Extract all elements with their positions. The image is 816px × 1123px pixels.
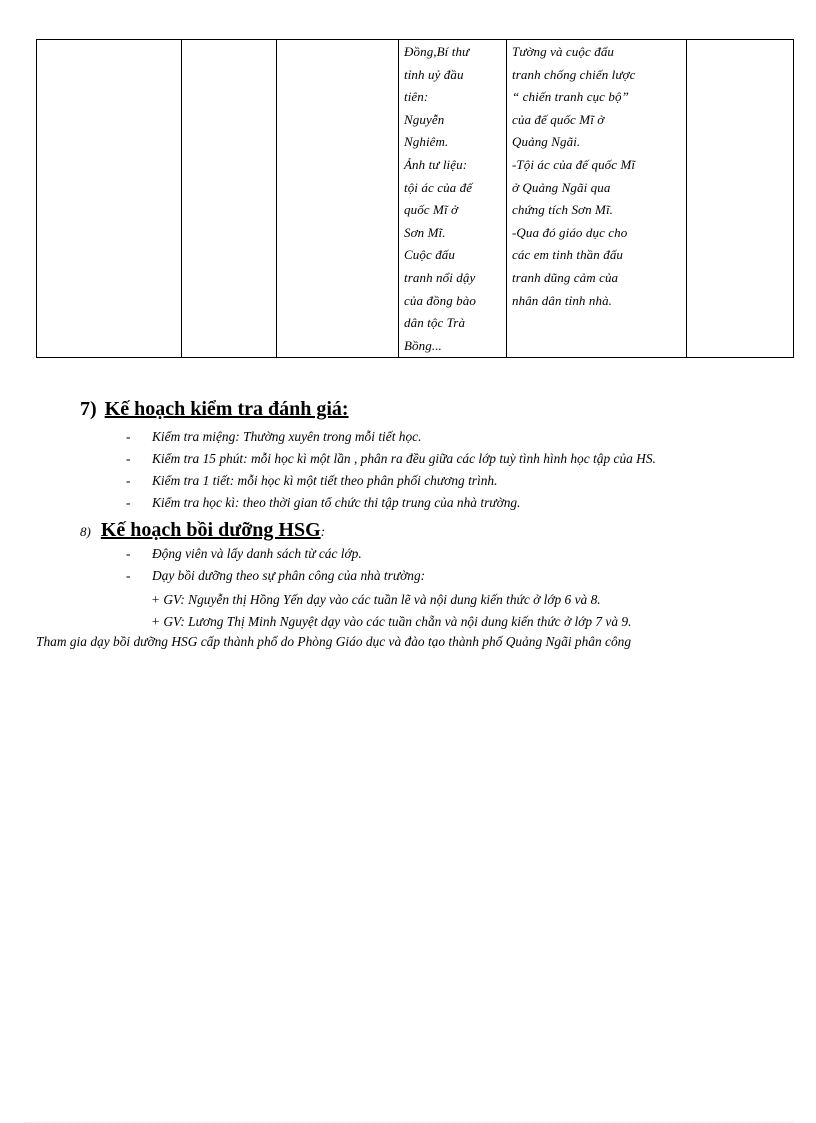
section7-title: Kế hoạch kiểm tra đánh giá: xyxy=(104,398,349,420)
list-item: - Kiểm tra 1 tiết: mỗi học kì một tiết theo phân phối chương trình. xyxy=(126,473,498,488)
content-text: Tường và cuộc đấu tranh chống chiến lược “ chiến tranh cục bộ” của đế quốc Mĩ ở Quảng Ngãi. -Tội ác của đế quốc Mĩ ở Quảng Ngãi qua chứng tích Sơn Mĩ. -Qua đó giáo dục cho các em tinh thần đấu tranh dũng cảm của nhân dân tỉnh nhà. xyxy=(512,44,636,308)
sub-list-item: + GV: Nguyễn thị Hồng Yến dạy vào các tuần lẽ và nội dung kiến thức ở lớp 6 và 8. xyxy=(151,592,601,607)
materials-text: Đồng,Bí thư tỉnh uỷ đầu tiên: Nguyễn Nghiêm. Ảnh tư liệu: tội ác của đế quốc Mĩ ở Sơn Mĩ. Cuộc đấu tranh nổi dậy của đồng bào dân tộc Trà Bồng... xyxy=(404,44,476,353)
table-cell-content xyxy=(507,40,687,358)
list-item: - Động viên và lấy danh sách từ các lớp. xyxy=(126,546,362,561)
section8-heading: 8) Kế hoạch bồi dưỡng HSG: xyxy=(80,519,326,541)
closing-paragraph: Tham gia dạy bồi dưỡng HSG cấp thành phố do Phòng Giáo dục và đào tạo thành phố Quảng Ngãi phân công xyxy=(36,634,632,649)
table-row xyxy=(37,40,794,358)
section8-sublist xyxy=(151,589,631,633)
section8-title: Kế hoạch bồi dưỡng HSG xyxy=(100,519,321,541)
table-cell-2 xyxy=(182,40,277,358)
table-cell-materials xyxy=(399,40,507,358)
table-cell-1 xyxy=(37,40,182,358)
plan-table xyxy=(36,39,794,358)
list-item: - Kiểm tra 15 phút: mỗi học kì một lần , phân ra đều giữa các lớp tuỳ tình hình học tập của HS. xyxy=(126,451,656,466)
table-cell-3 xyxy=(277,40,399,358)
list-item: - Dạy bồi dưỡng theo sự phân công của nhà trường: xyxy=(126,568,426,583)
section8-number: 8) xyxy=(80,524,91,539)
list-item: - Kiểm tra miệng: Thường xuyên trong mỗi tiết học. xyxy=(126,429,422,444)
sub-list-item: + GV: Lương Thị Minh Nguyệt dạy vào các tuần chẵn và nội dung kiến thức ở lớp 7 và 9. xyxy=(151,614,632,629)
section8-list xyxy=(126,543,425,587)
list-item: - Kiểm tra học kì: theo thời gian tổ chức thi tập trung của nhà trường. xyxy=(126,495,521,510)
section7-heading xyxy=(80,398,349,421)
section7-number: 7) xyxy=(80,398,97,420)
section7-list xyxy=(126,426,656,514)
table-cell-6 xyxy=(687,40,794,358)
